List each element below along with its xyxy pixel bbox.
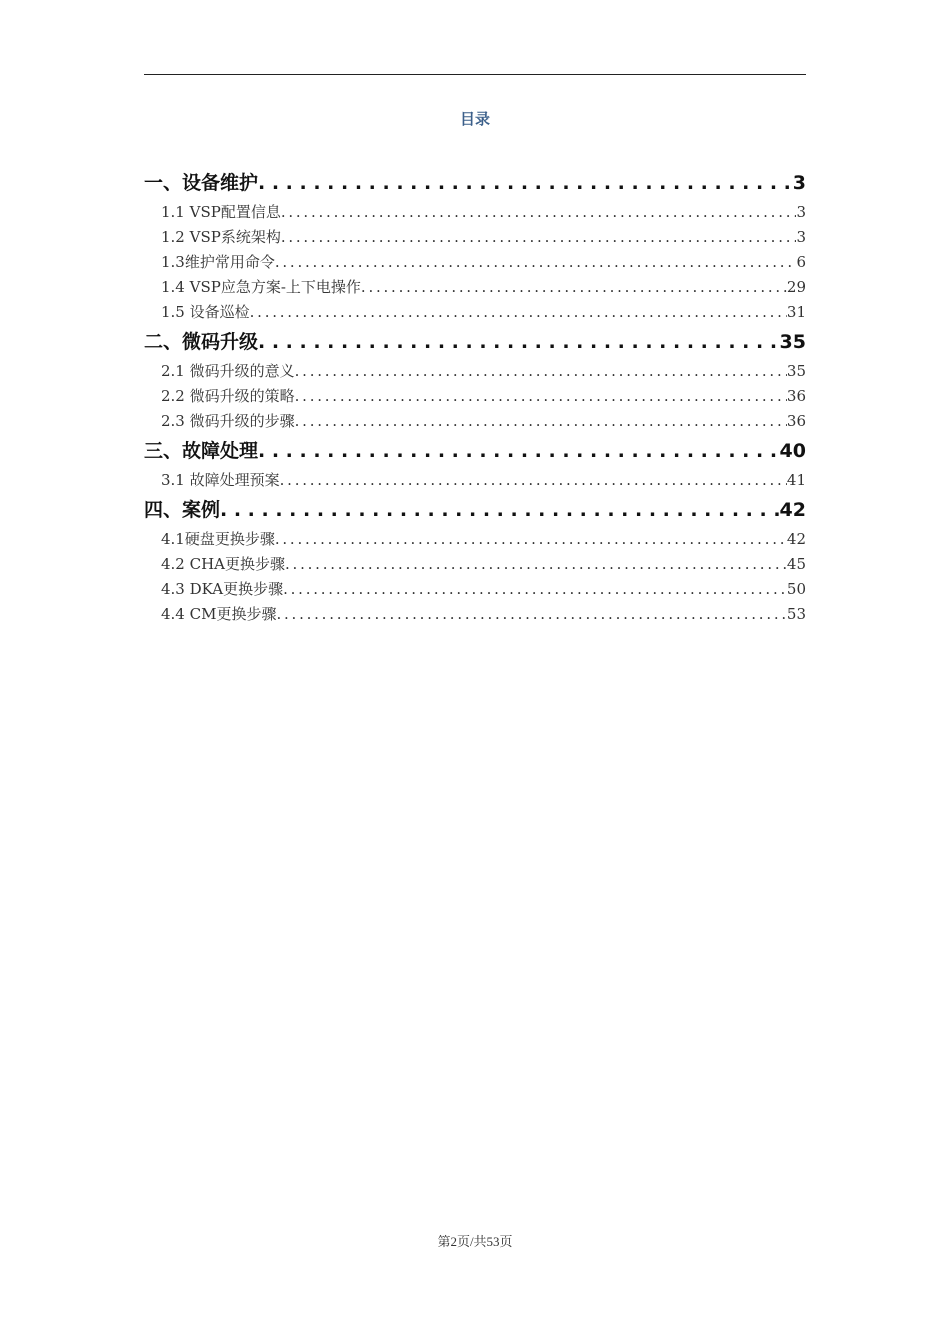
toc-entry-page-number: 42 xyxy=(779,499,806,521)
toc-entry-label: 1.4 VSP应急方案-上下电操作 xyxy=(161,278,361,296)
toc-entry-page-number: 36 xyxy=(786,412,806,430)
toc-entry-page-number: 3 xyxy=(796,203,806,221)
header-rule xyxy=(144,74,806,75)
dot-leader xyxy=(283,577,787,602)
toc-entry-page-number: 35 xyxy=(779,331,806,353)
toc-entry-page-number: 35 xyxy=(786,362,806,380)
toc-entry-label: 2.3 微码升级的步骤 xyxy=(161,412,295,430)
toc-entry-page-number: 3 xyxy=(792,172,806,194)
dot-leader xyxy=(280,468,787,493)
toc-entry-page-number: 29 xyxy=(786,278,806,296)
toc-entry-label: 3.1 故障处理预案 xyxy=(161,471,280,489)
toc-entry-label: 1.5 设备巡检 xyxy=(161,303,250,321)
toc-entry-label: 2.1 微码升级的意义 xyxy=(161,362,295,380)
dot-leader xyxy=(276,602,786,627)
toc-entry-page-number: 6 xyxy=(796,253,806,271)
toc-entry-label: 三、故障处理 xyxy=(144,440,259,462)
page-footer: 第2页/共53页 xyxy=(437,1234,513,1249)
toc-entry-label: 4.1硬盘更换步骤 xyxy=(161,530,275,548)
toc-entry-page-number: 3 xyxy=(796,228,806,246)
dot-leader xyxy=(285,552,787,577)
toc-entry-label: 2.2 微码升级的策略 xyxy=(161,387,295,405)
toc-section-entry[interactable] xyxy=(144,409,806,434)
toc-chapter-entry[interactable] xyxy=(144,325,806,359)
toc-entry-label: 1.3维护常用命令 xyxy=(161,253,275,271)
toc-section-entry[interactable] xyxy=(144,602,806,627)
toc-entry-page-number: 41 xyxy=(786,471,806,489)
toc-entry-label: 4.2 CHA更换步骤 xyxy=(161,555,286,573)
dot-leader xyxy=(258,325,780,359)
toc-entry-page-number: 53 xyxy=(786,605,806,623)
toc-title: 目录 xyxy=(459,110,490,128)
toc-entry-label: 4.4 CM更换步骤 xyxy=(161,605,277,623)
dot-leader xyxy=(250,300,787,325)
toc-chapter-entry[interactable] xyxy=(144,434,806,468)
toc-entry-label: 二、微码升级 xyxy=(144,331,259,353)
toc-chapter-entry[interactable] xyxy=(144,493,806,527)
toc-entry-label: 1.2 VSP系统架构 xyxy=(161,228,281,246)
dot-leader xyxy=(295,409,787,434)
toc-section-entry[interactable] xyxy=(144,359,806,384)
dot-leader xyxy=(275,527,787,552)
toc-entry-label: 一、设备维护 xyxy=(144,172,259,194)
dot-leader xyxy=(281,200,797,225)
toc-list xyxy=(144,166,806,627)
toc-section-entry[interactable] xyxy=(144,577,806,602)
toc-entry-page-number: 50 xyxy=(786,580,806,598)
dot-leader xyxy=(295,359,787,384)
dot-leader xyxy=(361,275,787,300)
dot-leader xyxy=(220,493,780,527)
toc-section-entry[interactable] xyxy=(144,300,806,325)
toc-section-entry[interactable] xyxy=(144,527,806,552)
toc-entry-page-number: 36 xyxy=(786,387,806,405)
toc-entry-label: 4.3 DKA更换步骤 xyxy=(161,580,284,598)
toc-section-entry[interactable] xyxy=(144,225,806,250)
dot-leader xyxy=(258,434,780,468)
toc-entry-label: 四、案例 xyxy=(144,499,221,521)
toc-entry-page-number: 45 xyxy=(786,555,806,573)
toc-section-entry[interactable] xyxy=(144,468,806,493)
dot-leader xyxy=(258,166,793,200)
toc-entry-page-number: 40 xyxy=(779,440,806,462)
dot-leader xyxy=(275,250,797,275)
dot-leader xyxy=(295,384,787,409)
dot-leader xyxy=(281,225,797,250)
toc-section-entry[interactable] xyxy=(144,250,806,275)
toc-chapter-entry[interactable] xyxy=(144,166,806,200)
toc-section-entry[interactable] xyxy=(144,200,806,225)
toc-entry-page-number: 42 xyxy=(786,530,806,548)
toc-section-entry[interactable] xyxy=(144,384,806,409)
toc-section-entry[interactable] xyxy=(144,275,806,300)
toc-entry-label: 1.1 VSP配置信息 xyxy=(161,203,281,221)
toc-entry-page-number: 31 xyxy=(786,303,806,321)
toc-section-entry[interactable] xyxy=(144,552,806,577)
